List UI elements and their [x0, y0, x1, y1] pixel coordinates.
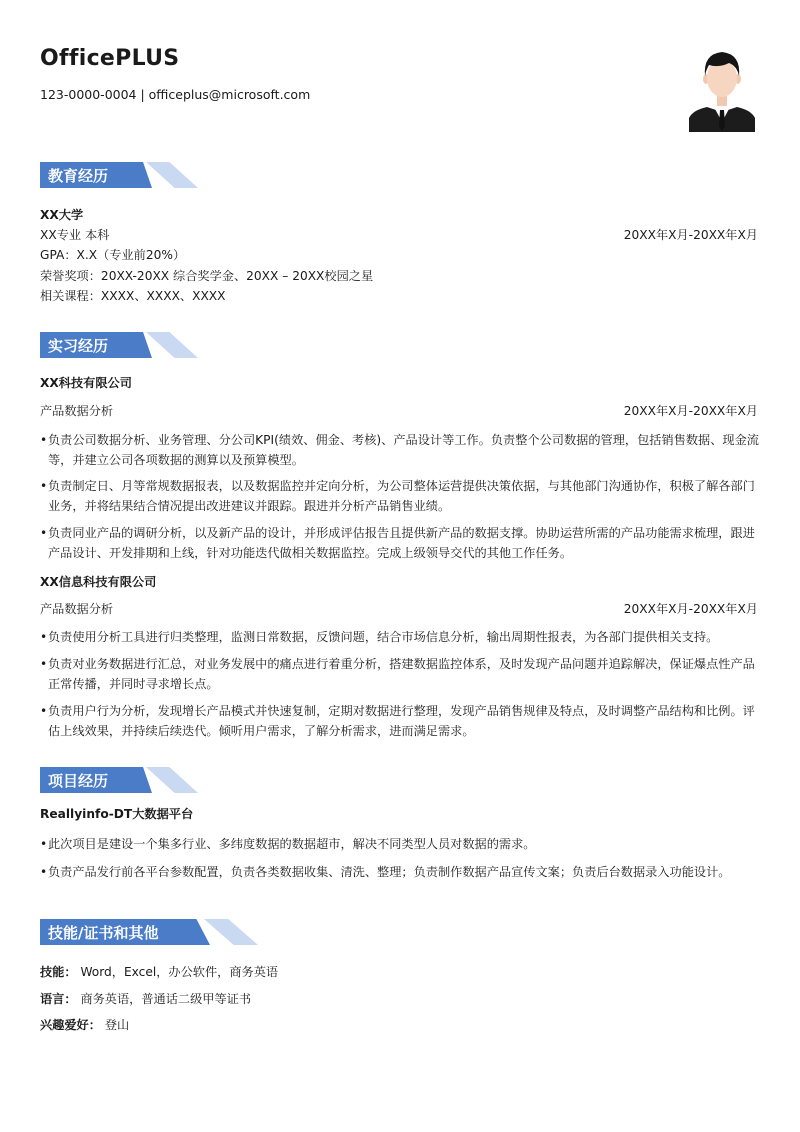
- skills-section-header: [40, 919, 240, 945]
- job-role: 产品数据分析: [40, 602, 114, 616]
- bullet-dot: •: [40, 479, 48, 493]
- skill-row: [40, 962, 758, 982]
- bullet-dot: •: [40, 526, 48, 540]
- bullet-text: 此次项目是建设一个集多行业、多纬度数据的数据超市，解决不同类型人员对数据的需求。: [48, 837, 536, 851]
- education-title: 教育经历: [48, 167, 109, 185]
- list-item: [40, 701, 760, 741]
- contact-info: 123-0000-0004 | officeplus@microsoft.com: [40, 87, 311, 102]
- honors: 荣誉奖项：20XX-20XX 综合奖学金、20XX – 20XX校园之星: [40, 269, 374, 283]
- bullet-text: 负责对业务数据进行汇总，对业务发展中的痛点进行着重分析，搭建数据监控体系，及时发现产品问题并追踪解决，保证爆点性产品正常传播，并同时寻求增长点。: [48, 657, 755, 691]
- education-section-header: [40, 162, 240, 188]
- skill-value: Word，Excel，办公软件，商务英语: [80, 965, 279, 979]
- bullet-text: 负责公司数据分析、业务管理、分公司KPI(绩效、佣金、考核)、产品设计等工作。负责整个公司数据的管理，包括销售数据、现金流等，并建立公司各项数据的测算以及预算模型。: [48, 433, 759, 467]
- hobby-row: [40, 1015, 758, 1035]
- project-section-header: [40, 767, 240, 793]
- company-name: XX科技有限公司: [40, 376, 132, 390]
- job-role-row: [40, 599, 758, 619]
- hobby-label: 兴趣爱好：: [40, 1018, 101, 1032]
- gpa: GPA：X.X（专业前20%）: [40, 248, 186, 262]
- list-item: [40, 654, 760, 694]
- education-period: 20XX年X月-20XX年X月: [623, 228, 758, 242]
- list-item: [40, 627, 760, 647]
- list-item: [40, 523, 760, 563]
- avatar: [689, 46, 755, 132]
- internship-section-header: [40, 332, 240, 358]
- skills-title: 技能/证书和其他: [48, 924, 159, 942]
- hobby-value: 登山: [104, 1018, 130, 1032]
- list-item: [40, 476, 760, 516]
- bullet-text: 负责用户行为分析，发现增长产品模式并快速复制，定期对数据进行整理，发现产品销售规律及特点，及时调整产品结构和比例。评估上线效果，并持续后续迭代。倾听用户需求，了解分析需求，进而满足需求。: [48, 704, 755, 738]
- major: XX专业 本科: [40, 228, 110, 242]
- bullet-text: 负责使用分析工具进行归类整理，监测日常数据，反馈问题，结合市场信息分析，输出周期性报表，为各部门提供相关支持。: [48, 630, 719, 644]
- courses: 相关课程：XXXX、XXXX、XXXX: [40, 289, 226, 303]
- language-label: 语言：: [40, 992, 77, 1006]
- job-role-row: [40, 401, 758, 421]
- job-role: 产品数据分析: [40, 404, 114, 418]
- bullet-text: 负责同业产品的调研分析，以及新产品的设计，并形成评估报告且提供新产品的数据支撑。协助运营所需的产品功能需求梳理，跟进产品设计、开发排期和上线，针对功能迭代做相关数据监控。完成上级领导交代的其他工作任务。: [48, 526, 755, 560]
- bullet-dot: •: [40, 433, 48, 447]
- internship-title: 实习经历: [48, 337, 109, 355]
- bullet-dot: •: [40, 630, 48, 644]
- job-period: 20XX年X月-20XX年X月: [623, 602, 758, 616]
- project-name: Reallyinfo-DT大数据平台: [40, 807, 194, 821]
- skill-label: 技能：: [40, 965, 77, 979]
- bullet-dot: •: [40, 865, 48, 879]
- list-item: [40, 862, 760, 882]
- language-row: [40, 989, 758, 1009]
- bullet-dot: •: [40, 704, 48, 718]
- candidate-name: OfficePLUS: [40, 46, 180, 71]
- language-value: 商务英语，普通话二级甲等证书: [80, 992, 252, 1006]
- bullet-dot: •: [40, 837, 48, 851]
- list-item: [40, 834, 760, 854]
- list-item: [40, 430, 760, 470]
- bullet-text: 负责产品发行前各平台参数配置，负责各类数据收集、清洗、整理；负责制作数据产品宣传文案；负责后台数据录入功能设计。: [48, 865, 731, 879]
- bullet-dot: •: [40, 657, 48, 671]
- company-name: XX信息科技有限公司: [40, 575, 157, 589]
- education-major-row: [40, 225, 758, 245]
- bullet-text: 负责制定日、月等常规数据报表，以及数据监控并定向分析，为公司整体运营提供决策依据，与其他部门沟通协作，积极了解各部门业务，并将结果结合情况提出改进建议并跟踪。跟进并分析产品销售业绩。: [48, 479, 755, 513]
- job-period: 20XX年X月-20XX年X月: [623, 404, 758, 418]
- school-name: XX大学: [40, 208, 84, 222]
- project-title: 项目经历: [48, 772, 109, 790]
